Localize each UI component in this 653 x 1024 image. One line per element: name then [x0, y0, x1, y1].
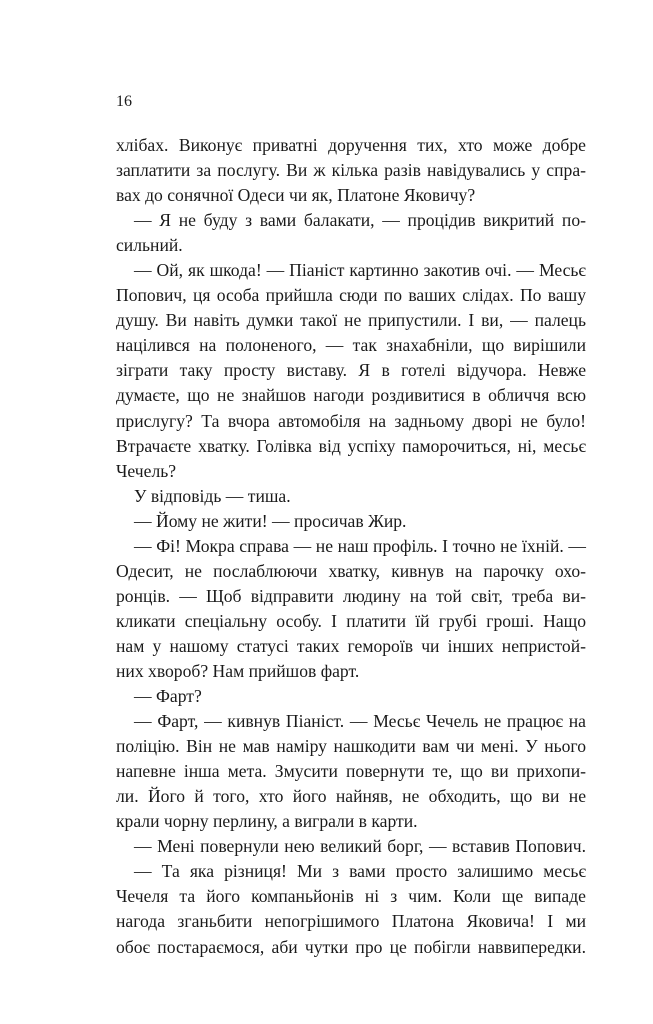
- text-line: нагода зганьбити непогрішимого Платона Яковича! І ми: [116, 911, 586, 932]
- text-line: крали чорну перлину, а виграли в карти.: [116, 811, 418, 832]
- text-line: — Фарт, — кивнув Піаніст. — Месьє Чечель не працює на: [134, 711, 586, 732]
- text-line: вах до сонячної Одеси чи як, Платоне Яковичу?: [116, 185, 476, 206]
- text-line: думаєте, що не знайшов нагоди роздивитися в обличчя всю: [116, 385, 586, 406]
- text-line: Чечель?: [116, 460, 177, 481]
- text-line: зіграти таку просту виставу. Я в готелі відучора. Невже: [116, 360, 586, 381]
- text-line: обоє постараємося, аби чутки про це побігли наввипередки.: [116, 936, 586, 957]
- text-line: — Мені повернули нею великий борг, — вставив Попович.: [134, 836, 586, 857]
- text-line: душу. Ви навіть думки такої не припустили. І ви, — палець: [116, 310, 586, 331]
- text-line: Втрачаєте хватку. Голівка від успіху паморочиться, ні, месьє: [116, 435, 586, 456]
- text-line: — Та яка різниця! Ми з вами просто залишимо месьє: [134, 861, 586, 882]
- text-line: заплатити за послугу. Ви ж кілька разів навідувались у спра-: [116, 160, 586, 181]
- text-line: напевне інша мета. Змусити повернути те, що ви прихопи-: [116, 761, 586, 782]
- text-line: прислугу? Та вчора автомобіля на задньому дворі не було!: [116, 410, 586, 431]
- text-line: поліцію. Він не мав наміру нашкодити вам чи мені. У нього: [116, 736, 586, 757]
- text-line: — Фарт?: [134, 686, 202, 707]
- text-line: — Ой, як шкода! — Піаніст картинно закотив очі. — Месьє: [134, 260, 586, 281]
- text-line: — Йому не жити! — просичав Жир.: [134, 510, 407, 531]
- text-line: ли. Його й того, хто його найняв, не обходить, що ви не: [116, 786, 586, 807]
- body-text: [116, 133, 586, 960]
- page-number: 16: [116, 93, 132, 110]
- text-line: них хвороб? Нам прийшов фарт.: [116, 660, 360, 681]
- text-line: Одесит, не послаблюючи хватку, кивнув на парочку охо-: [116, 560, 586, 581]
- text-line: — Фі! Мокра справа — не наш профіль. І точно не їхній. —: [134, 535, 586, 556]
- text-line: націлився на полоненого, — так знахабніли, що вирішили: [116, 335, 586, 356]
- text-line: ронців. — Щоб відправити людину на той світ, треба ви-: [116, 585, 586, 606]
- text-line: хлібах. Виконує приватні доручення тих, хто може добре: [116, 135, 586, 155]
- text-line: сильний.: [116, 235, 183, 256]
- text-line: У відповідь — тиша.: [134, 485, 291, 506]
- text-line: кликати спеціальну особу. І платити їй грубі гроші. Нащо: [116, 610, 586, 631]
- text-line: — Я не буду з вами балакати, — процідив викритий по-: [134, 210, 586, 231]
- text-line: Попович, ця особа прийшла сюди по ваших слідах. По вашу: [116, 285, 586, 306]
- text-line: нам у нашому статусі таких гемороїв чи інших непристой-: [116, 635, 586, 656]
- text-line: Чечеля та його компаньйонів ні з чим. Коли ще випаде: [116, 886, 586, 907]
